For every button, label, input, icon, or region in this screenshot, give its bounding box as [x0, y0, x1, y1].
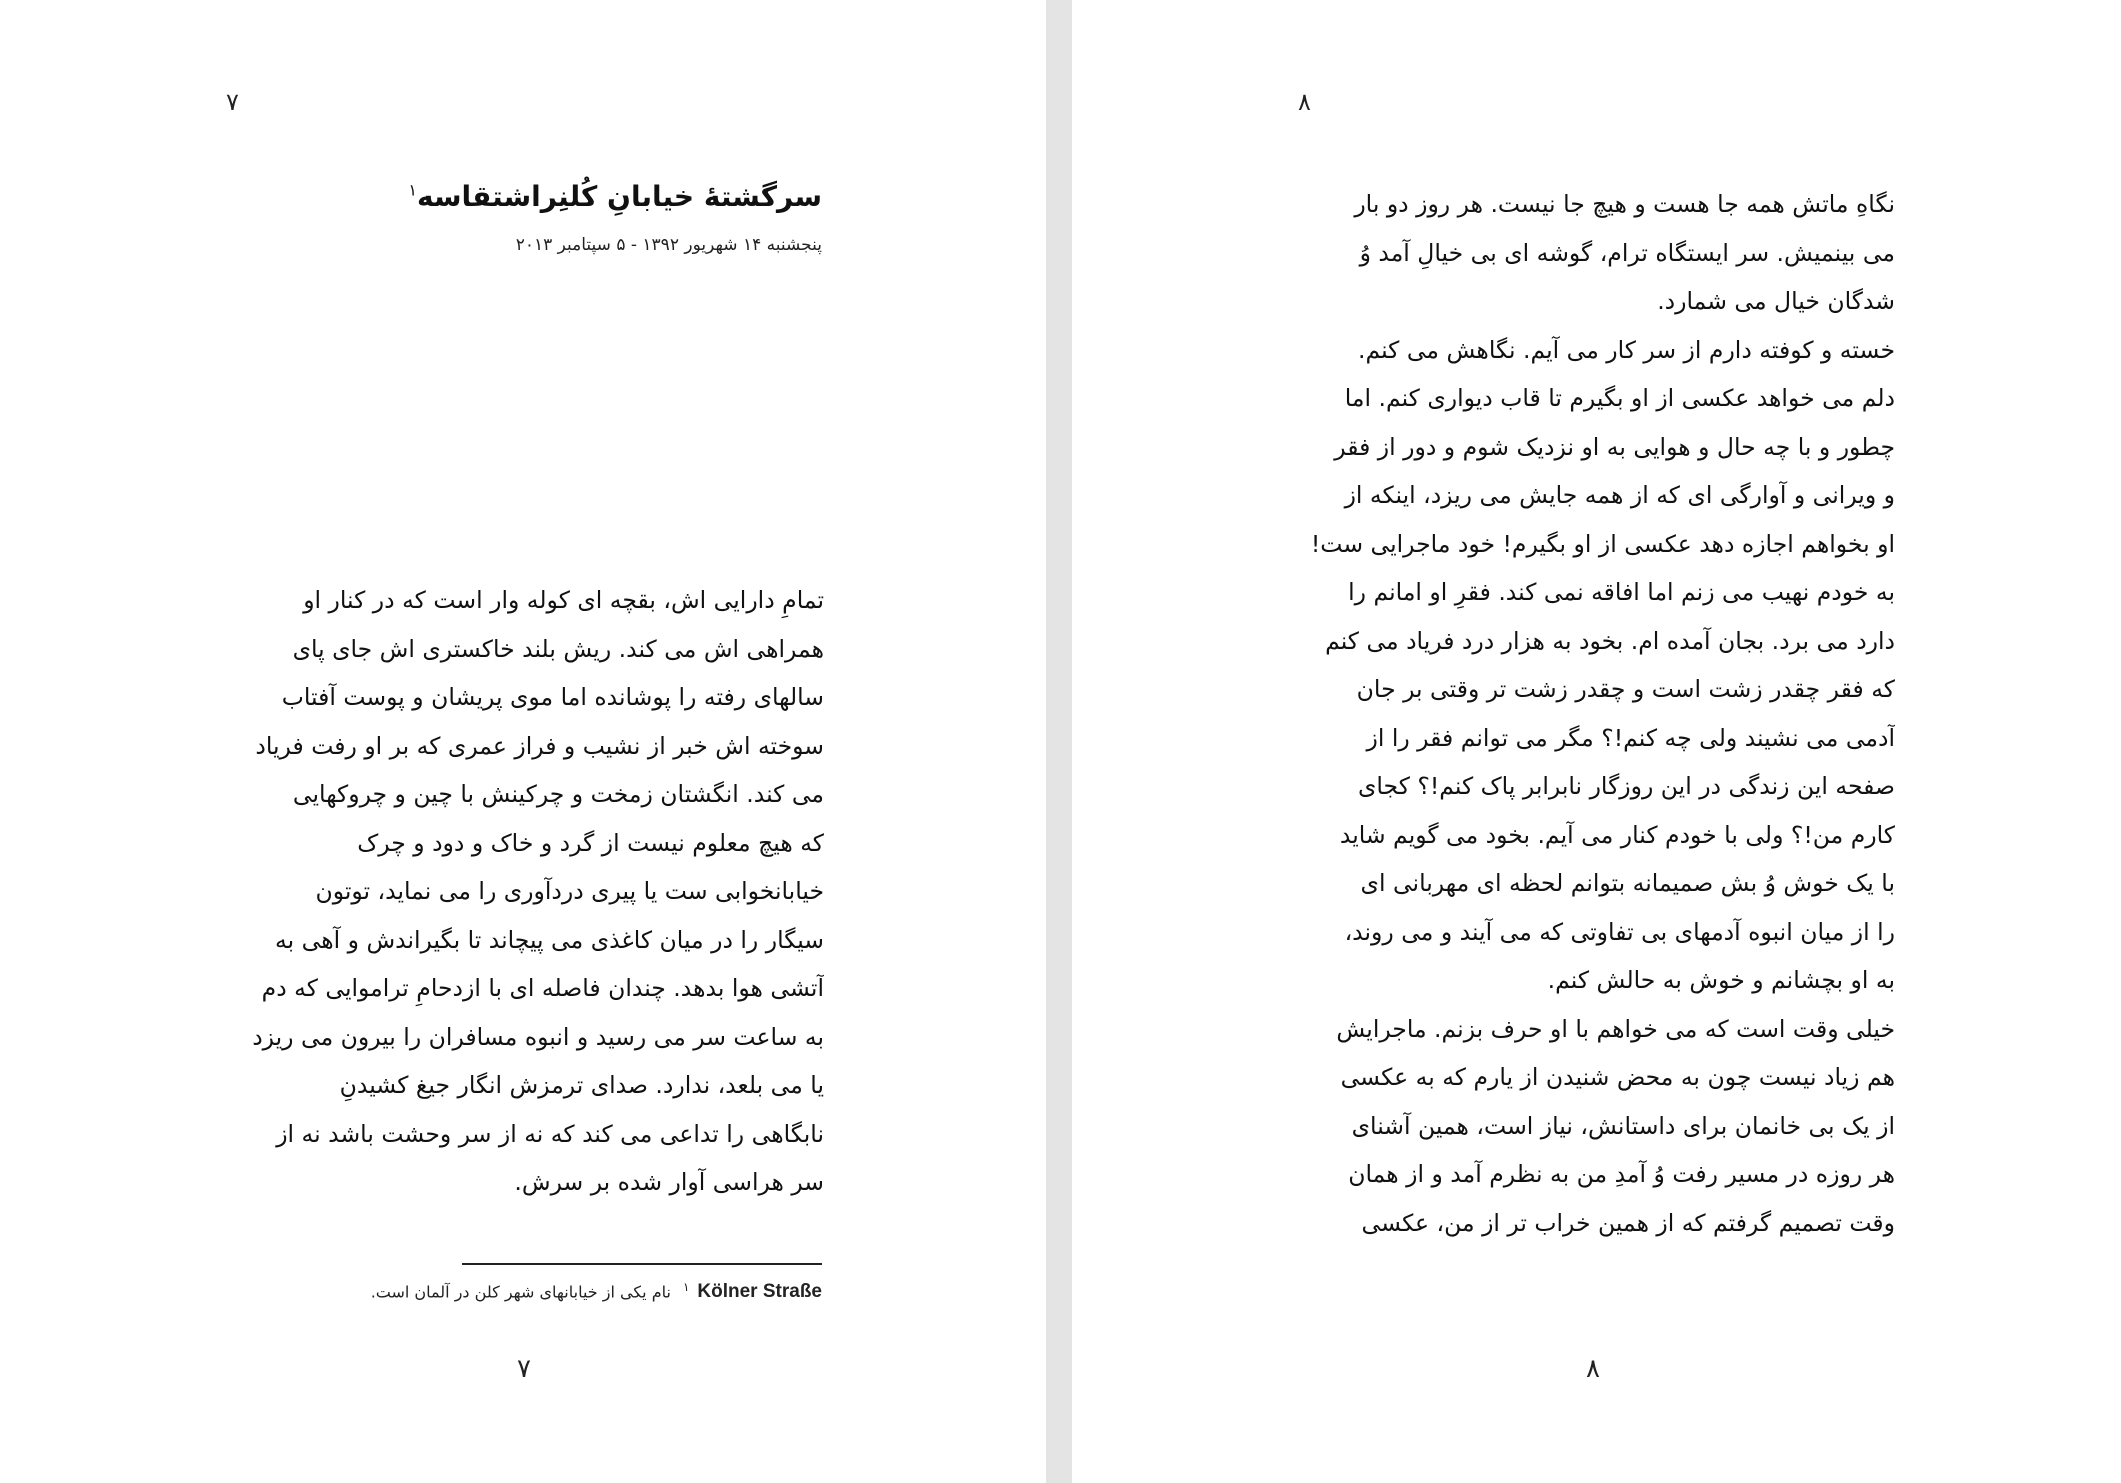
- left-footer-page-number: ۷: [517, 1354, 531, 1384]
- left-header-page-number: ۷: [226, 88, 239, 116]
- body-line: دلم می خواهد عکسی از او بگیرم تا قاب دیواری کنم. اما: [1344, 384, 1895, 412]
- footnote-divider: [462, 1263, 822, 1265]
- body-line: سوخته اش خبر از نشیب و فراز عمری که بر او رفت فریاد: [255, 731, 824, 760]
- body-line: با یک خوش وُ بش صمیمانه بتوانم لحظه ای مهربانی ای: [1360, 869, 1895, 897]
- left-page: [0, 0, 1046, 1483]
- body-line: سر هراسی آوار شده بر سرش.: [514, 1168, 824, 1196]
- body-line: چطور و با چه حال و هوایی به او نزدیک شوم و دور از فقر: [1334, 432, 1895, 461]
- body-line: وقت تصمیم گرفتم که از همین خراب تر از من، عکسی: [1361, 1208, 1895, 1237]
- footnote: [300, 1280, 822, 1303]
- body-line: یا می بلعد، ندارد. صدای ترمزش انگار جیغ کشیدنِ: [339, 1071, 824, 1099]
- body-line: او بخواهم اجازه دهد عکسی از او بگیرم! خود ماجرایی ست!: [1310, 529, 1895, 558]
- body-line: خیلی وقت است که می خواهم با او حرف بزنم. ماجرایش: [1336, 1014, 1895, 1043]
- body-line: هر روزه در مسیر رفت وُ آمدِ من به نظرم آمد و از همان: [1348, 1160, 1895, 1188]
- body-line: که فقر چقدر زشت است و چقدر زشت تر وقتی بر جان: [1356, 675, 1895, 703]
- body-line: آدمی می نشیند ولی چه کنم!؟ مگر می توانم فقر را از: [1366, 723, 1895, 752]
- body-line: خسته و کوفته دارم از سر کار می آیم. نگاهش می کنم.: [1357, 335, 1895, 364]
- right-body-text: [1297, 180, 1895, 1247]
- body-line: خیابانخوابی ست یا پیری دردآوری را می نماید، توتون: [315, 877, 824, 905]
- right-footer-page-number: ۸: [1586, 1354, 1600, 1384]
- body-line: به او بچشانم و خوش به حالش کنم.: [1547, 966, 1895, 994]
- body-line: صفحه این زندگی در این روزگار نابرابر پاک کنم!؟ کجای: [1357, 772, 1895, 800]
- right-page: [1072, 0, 2121, 1483]
- body-line: تمامِ دارایی اش، بقچه ای کوله وار است که در کنار او: [303, 586, 824, 614]
- body-line: کارم من!؟ ولی با خودم کنار می آیم. بخود می گویم شاید: [1339, 820, 1895, 849]
- body-line: دارد می برد. بجان آمده ام. بخود به هزار درد فریاد می کنم: [1325, 626, 1895, 655]
- body-line: نگاهِ ماتش همه جا هست و هیچ جا نیست. هر روز دو بار: [1354, 190, 1895, 218]
- body-line: نابگاهی را تداعی می کند که نه از سر وحشت باشد نه از: [276, 1119, 824, 1148]
- body-line: سیگار را در میان کاغذی می پیچاند تا بگیراندش و آهی به: [275, 925, 824, 954]
- title-footnote-mark[interactable]: ۱: [408, 180, 417, 200]
- left-body-text: [220, 576, 824, 1207]
- body-line: شدگان خیال می شمارد.: [1657, 287, 1895, 315]
- footnote-term: Kölner Straße: [697, 1281, 822, 1303]
- chapter-title: [408, 180, 822, 213]
- body-line: به خودم نهیب می زنم اما افاقه نمی کند. فقرِ او امانم را: [1348, 578, 1895, 606]
- body-line: آتشی هوا بدهد. چندان فاصله ای با ازدحامِ تراموایی که دم: [261, 974, 824, 1002]
- body-line: سالهای رفته را پوشانده اما موی پریشان و پوست آفتاب: [281, 683, 824, 711]
- body-line: که هیچ معلوم نیست از گرد و خاک و دود و چرک: [357, 828, 824, 857]
- footnote-mark: ۱: [682, 1280, 690, 1294]
- body-line: همراهی اش می کند. ریش بلند خاکستری اش جای پای: [292, 634, 824, 663]
- right-header-page-number: ۸: [1298, 88, 1311, 116]
- body-line: هم زیاد نیست چون به محض شنیدن از یارم که به عکسی: [1340, 1063, 1895, 1091]
- body-line: و ویرانی و آوارگی ای که از همه جایش می ریزد، اینکه از: [1344, 481, 1895, 509]
- footnote-text: نام یکی از خیابانهای شهر کلن در آلمان است.: [370, 1282, 671, 1302]
- chapter-title-text: سرگشتهٔ خیابانِ کُلنِراشتقاسه: [417, 180, 822, 213]
- body-line: می کند. انگشتان زمخت و چرکینش با چین و چروکهایی: [292, 780, 824, 808]
- chapter-date: پنجشنبه ۱۴ شهریور ۱۳۹۲ - ۵ سپتامبر ۲۰۱۳: [515, 235, 822, 255]
- body-line: به ساعت سر می رسید و انبوه مسافران را بیرون می ریزد: [252, 1022, 824, 1051]
- body-line: از یک بی خانمان برای داستانش، نیاز است، همین آشنای: [1351, 1111, 1895, 1140]
- body-line: را از میان انبوه آدمهای بی تفاوتی که می آیند و می روند،: [1344, 917, 1895, 946]
- body-line: می بینمیش. سر ایستگاه ترام، گوشه ای بی خیالِ آمد وُ: [1359, 238, 1895, 267]
